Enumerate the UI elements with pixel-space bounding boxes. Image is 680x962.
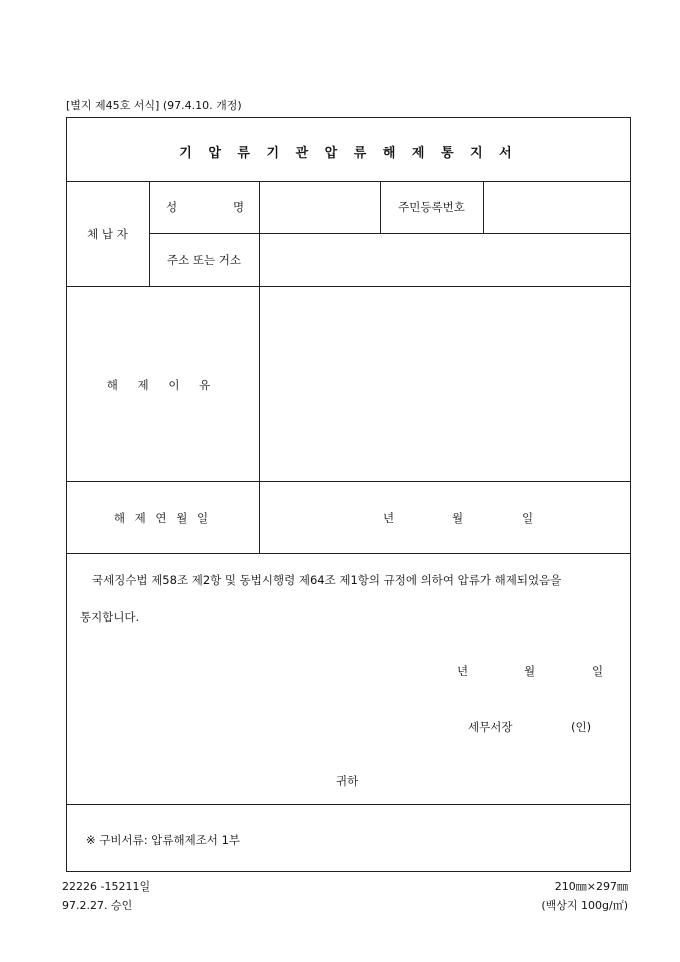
divider-title [66,181,631,182]
release-date-label: 해 제 연 월 일 [113,511,212,525]
notice-day: 일 [592,664,604,678]
notice-text-line1: 국세징수법 제58조 제2항 및 동법시행령 제64조 제1항의 규정에 의하여 압류가 해제되었음을 [92,573,562,587]
paper-size: 210㎜×297㎜ [554,880,628,893]
form-frame [66,117,631,872]
rrn-label: 주민등록번호 [398,200,465,214]
recipient-honorific: 귀하 [336,774,359,788]
form-title: 기 압 류 기 관 압 류 해 제 통 지 서 [179,146,518,161]
paper-type: (백상지 100g/㎡) [541,899,628,912]
name-label-second: 명 [233,200,245,214]
name-label-first: 성 [166,200,178,214]
tax-office-head: 세무서장 [468,720,513,734]
form-code: 22226 -15211일 [62,880,151,893]
divider-notice [66,553,631,554]
divider-attachments [66,804,631,805]
required-documents: ※ 구비서류: 압류해제조서 1부 [86,833,240,847]
divider-taxpayer [149,233,631,234]
release-date-day: 일 [522,511,534,525]
form-header: [별지 제45호 서식] (97.4.10. 개정) [66,99,242,112]
divider-reason [66,286,631,287]
release-date-year: 년 [383,511,395,525]
divider-date [66,481,631,482]
vline-rrn-right [483,181,484,233]
vline-labels [259,181,260,553]
notice-year: 년 [457,664,469,678]
taxpayer-label: 체 납 자 [87,227,128,241]
vline-taxpayer [149,181,150,286]
notice-month: 월 [524,664,536,678]
reason-label: 해 제 이 유 [106,378,219,392]
notice-text-line2: 통지합니다. [80,610,140,624]
approval-date: 97.2.27. 승인 [62,899,133,912]
seal-mark: (인) [571,720,592,734]
release-date-month: 월 [452,511,464,525]
address-label: 주소 또는 거소 [167,253,241,267]
